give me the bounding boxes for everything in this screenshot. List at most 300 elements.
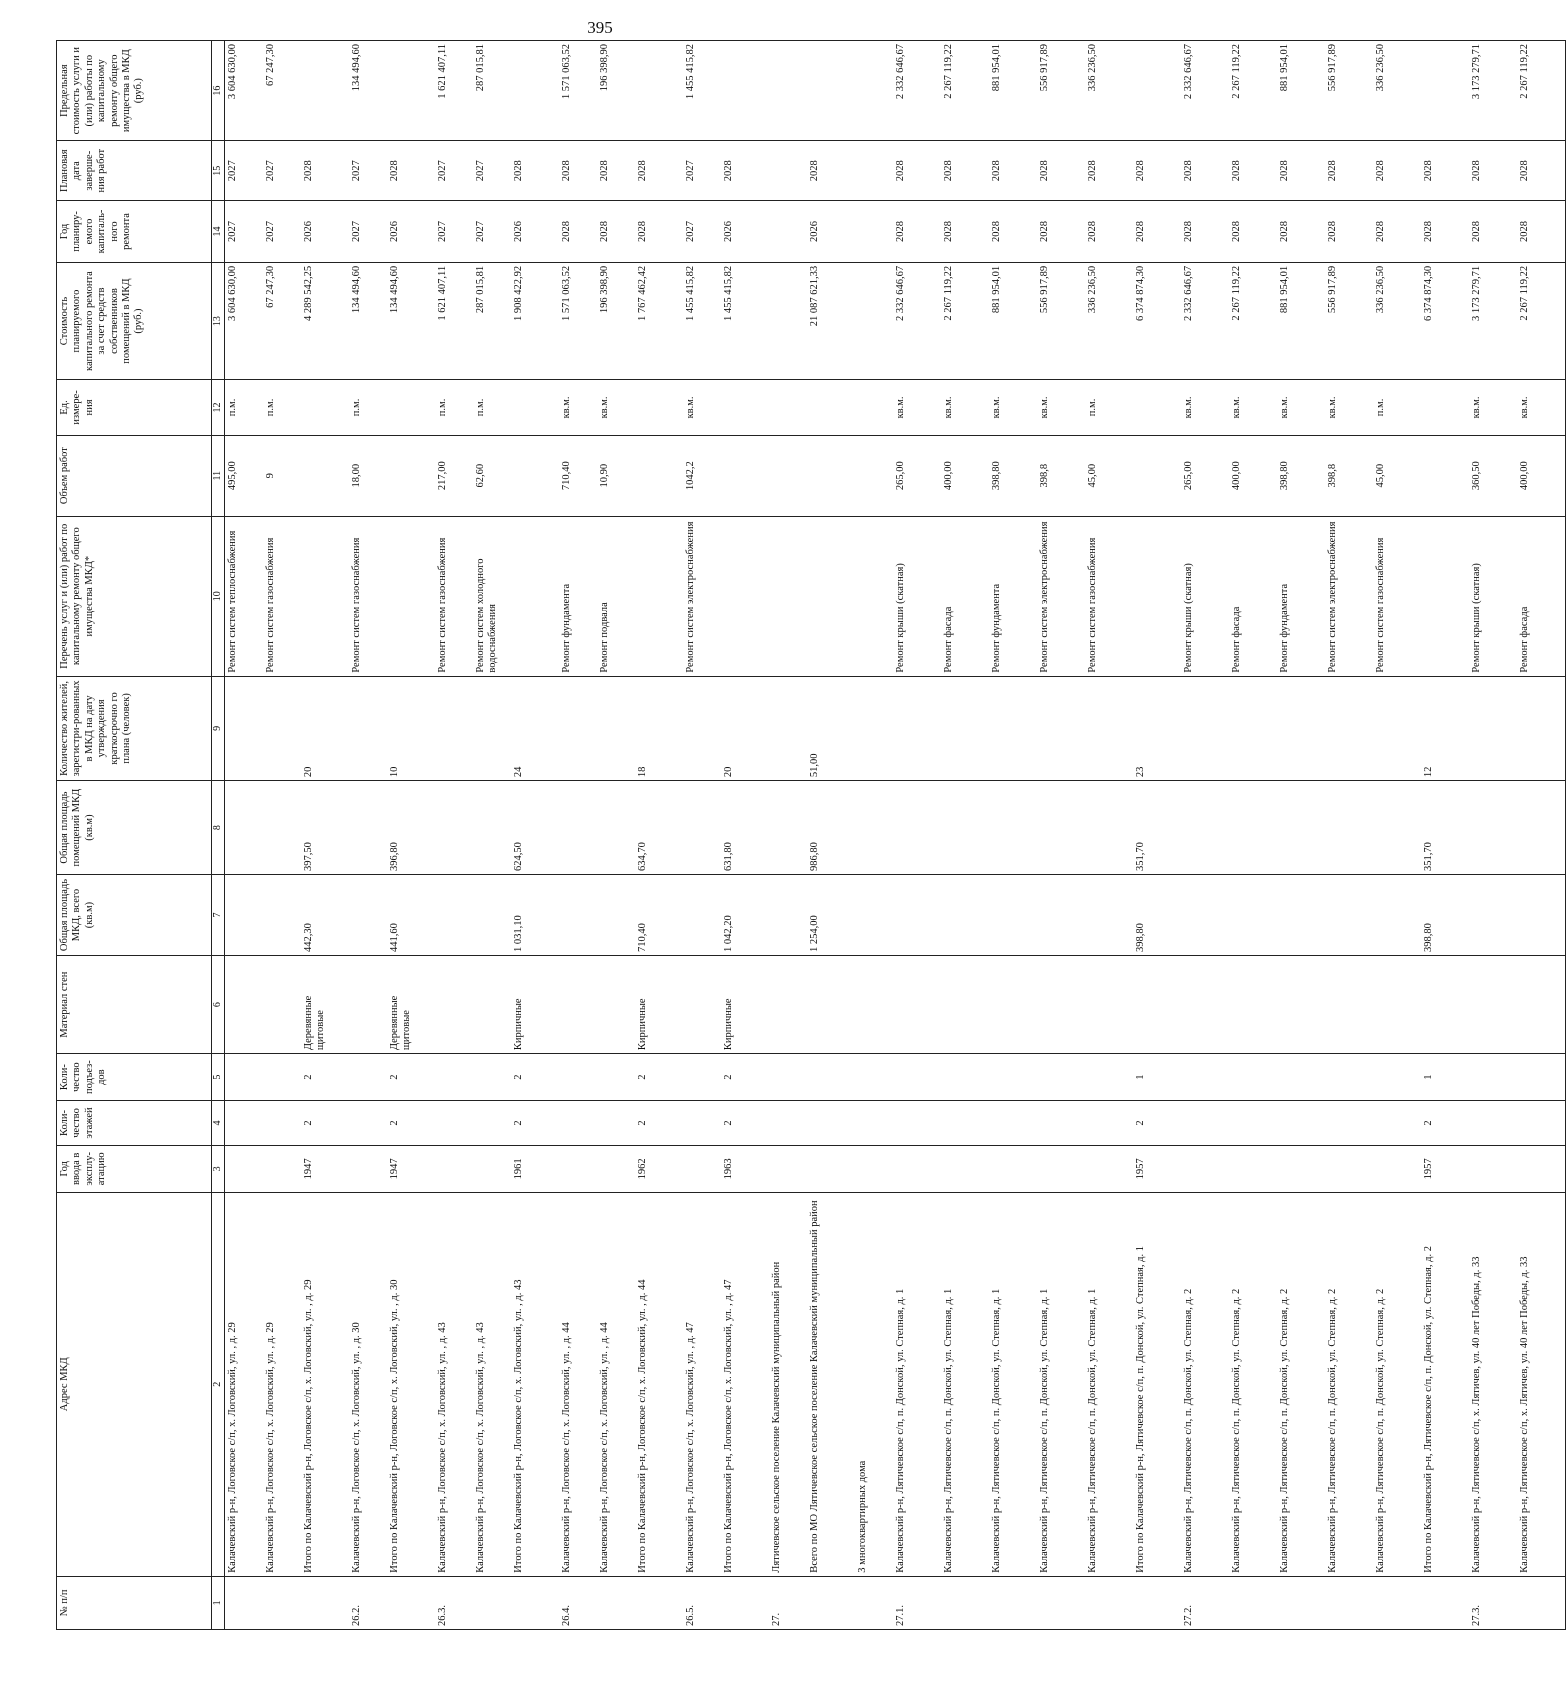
floors-cell [559,1101,597,1146]
entrances-cell [1373,1054,1421,1101]
entrances-cell [1085,1054,1133,1101]
total-area-cell [1229,875,1277,956]
work-volume-cell: 18,00 [349,435,387,516]
max-cost-cell [387,41,435,141]
work-volume-cell: 62,60 [473,435,511,516]
planned-cost-cell: 3 604 630,00 [225,262,264,379]
work-type-cell [769,516,807,676]
year-built-cell [1037,1145,1085,1192]
planned-cost-cell: 1 455 415,82 [721,262,769,379]
table-body [225,41,1566,1630]
address-cell: Калачевский р-н, Лятичевское с/п, п. Донской, ул. Степная, д. 1 [941,1192,989,1576]
residents-cell [263,676,301,781]
row-number-cell [1133,1576,1181,1629]
row-number-cell [1277,1576,1325,1629]
row-number-cell [597,1576,635,1629]
year-built-cell [559,1145,597,1192]
max-cost-cell: 881 954,01 [989,41,1037,141]
planned-cost-cell [769,262,807,379]
entrances-cell [1469,1054,1517,1101]
column-number: 8 [212,781,225,875]
total-area-cell [1517,875,1566,956]
row-number-cell: 26.5. [683,1576,721,1629]
table-row [1421,41,1469,1630]
floors-cell: 2 [387,1101,435,1146]
row-number-cell [1373,1576,1421,1629]
row-number-cell [989,1576,1037,1629]
year-built-cell [597,1145,635,1192]
table-row [1085,41,1133,1630]
planned-cost-cell: 2 267 119,22 [1517,262,1566,379]
table-row [301,41,349,1630]
premises-area-cell [893,781,941,875]
premises-area-cell [263,781,301,875]
max-cost-cell: 336 236,50 [1373,41,1421,141]
premises-area-cell [1517,781,1566,875]
planned-cost-cell: 1 767 462,42 [635,262,683,379]
year-built-cell: 1962 [635,1145,683,1192]
residents-cell: 20 [721,676,769,781]
column-number: 14 [212,201,225,263]
column-number: 11 [212,435,225,516]
repair-year-cell: 2028 [1517,201,1566,263]
work-type-cell: Ремонт фасада [1229,516,1277,676]
completion-date-cell: 2028 [1277,141,1325,201]
work-type-cell: Ремонт фундамента [559,516,597,676]
wall-material-cell [855,956,893,1054]
max-cost-cell: 2 267 119,22 [1517,41,1566,141]
address-cell: Калачевский р-н, Логовское с/п, х. Логовский, ул. , д. 44 [597,1192,635,1576]
header-cell: Год ввода в эксплу-атацию [57,1145,212,1192]
header-cell: Количество жителей, зарегистри-рованных в МКД на дату утверждения краткосрочно го плана (человек) [57,676,212,781]
unit-cell: п.м. [1085,380,1133,435]
address-cell: Итого по Калачевский р-н, Логовское с/п, х. Логовский, ул. , д. 43 [511,1192,559,1576]
entrances-cell: 2 [635,1054,683,1101]
year-built-cell [263,1145,301,1192]
address-cell: Калачевский р-н, Логовское с/п, х. Логовский, ул. , д. 30 [349,1192,387,1576]
work-type-cell: Ремонт фасада [941,516,989,676]
repair-year-cell: 2028 [1085,201,1133,263]
work-volume-cell: 10,90 [597,435,635,516]
max-cost-cell: 1 621 407,11 [435,41,473,141]
year-built-cell [989,1145,1037,1192]
row-number-cell [1421,1576,1469,1629]
max-cost-cell: 134 494,60 [349,41,387,141]
floors-cell [1085,1101,1133,1146]
total-area-cell [1277,875,1325,956]
address-cell: Калачевский р-н, Лятичевское с/п, п. Донской, ул. Степная, д. 1 [989,1192,1037,1576]
table-row [1373,41,1421,1630]
year-built-cell [1277,1145,1325,1192]
column-number: 3 [212,1145,225,1192]
table-row [559,41,597,1630]
address-cell: Калачевский р-н, Логовское с/п, х. Логовский, ул. , д. 43 [473,1192,511,1576]
table-row [1517,41,1566,1630]
row-number-cell [1517,1576,1566,1629]
row-number-cell [511,1576,559,1629]
address-cell: Калачевский р-н, Лятичевское с/п, п. Донской, ул. Степная, д. 2 [1181,1192,1229,1576]
header-cell: Коли-чество подъез-дов [57,1054,212,1101]
repair-year-cell: 2027 [435,201,473,263]
table-row [1229,41,1277,1630]
address-cell: Итого по Калачевский р-н, Логовское с/п, х. Логовский, ул. , д. 29 [301,1192,349,1576]
max-cost-cell: 3 173 279,71 [1469,41,1517,141]
row-number-cell [1037,1576,1085,1629]
repair-year-cell: 2028 [1373,201,1421,263]
year-built-cell [855,1145,893,1192]
wall-material-cell [1085,956,1133,1054]
address-cell: Калачевский р-н, Логовское с/п, х. Логовский, ул. , д. 29 [263,1192,301,1576]
floors-cell [1373,1101,1421,1146]
repair-year-cell: 2028 [559,201,597,263]
max-cost-cell: 196 398,90 [597,41,635,141]
total-area-cell [597,875,635,956]
rotated-table-container [56,40,1530,1630]
work-type-cell: Ремонт фундамента [1277,516,1325,676]
total-area-cell: 398,80 [1133,875,1181,956]
max-cost-cell: 67 247,30 [263,41,301,141]
repair-year-cell: 2026 [511,201,559,263]
unit-cell [855,380,893,435]
row-number-cell [301,1576,349,1629]
work-volume-cell [511,435,559,516]
max-cost-cell: 2 267 119,22 [941,41,989,141]
total-area-cell [855,875,893,956]
work-type-cell: Ремонт фундамента [989,516,1037,676]
repair-year-cell: 2027 [473,201,511,263]
column-number: 15 [212,141,225,201]
residents-cell: 20 [301,676,349,781]
year-built-cell [435,1145,473,1192]
total-area-cell [1037,875,1085,956]
residents-cell [769,676,807,781]
year-built-cell: 1947 [301,1145,349,1192]
row-number-cell: 26.3. [435,1576,473,1629]
planned-cost-cell: 556 917,89 [1037,262,1085,379]
completion-date-cell: 2028 [1325,141,1373,201]
year-built-cell: 1947 [387,1145,435,1192]
row-number-cell: 27.2. [1181,1576,1229,1629]
residents-cell [683,676,721,781]
premises-area-cell: 631,80 [721,781,769,875]
work-type-cell: Ремонт систем электроснабжения [1037,516,1085,676]
residents-cell: 24 [511,676,559,781]
total-area-cell [225,875,264,956]
premises-area-cell [1085,781,1133,875]
address-cell: Калачевский р-н, Лятичевское с/п, п. Донской, ул. Степная, д. 1 [1037,1192,1085,1576]
total-area-cell [349,875,387,956]
table-row [1325,41,1373,1630]
year-built-cell [941,1145,989,1192]
planned-cost-cell: 1 908 422,92 [511,262,559,379]
floors-cell: 2 [301,1101,349,1146]
wall-material-cell [349,956,387,1054]
entrances-cell [1517,1054,1566,1101]
unit-cell: п.м. [225,380,264,435]
unit-cell: кв.м. [1325,380,1373,435]
header-cell: Общая площадь помещений МКД (кв.м) [57,781,212,875]
work-type-cell [1421,516,1469,676]
entrances-cell: 2 [301,1054,349,1101]
year-built-cell: 1961 [511,1145,559,1192]
year-built-cell [1085,1145,1133,1192]
total-area-cell [683,875,721,956]
entrances-cell [807,1054,855,1101]
premises-area-cell [1373,781,1421,875]
table-row [1181,41,1229,1630]
unit-cell [301,380,349,435]
header-cell: Объем работ [57,435,212,516]
table-row [1037,41,1085,1630]
wall-material-cell [1517,956,1566,1054]
year-built-cell [893,1145,941,1192]
unit-cell: кв.м. [941,380,989,435]
repair-year-cell: 2028 [989,201,1037,263]
floors-cell [855,1101,893,1146]
completion-date-cell: 2028 [721,141,769,201]
row-number-cell [855,1576,893,1629]
residents-cell [1229,676,1277,781]
floors-cell [1229,1101,1277,1146]
table-row [893,41,941,1630]
floors-cell [263,1101,301,1146]
wall-material-cell [683,956,721,1054]
total-area-cell: 441,60 [387,875,435,956]
work-type-cell: Ремонт подвала [597,516,635,676]
premises-area-cell: 986,80 [807,781,855,875]
max-cost-cell: 2 267 119,22 [1229,41,1277,141]
max-cost-cell [1421,41,1469,141]
unit-cell: кв.м. [559,380,597,435]
entrances-cell: 1 [1133,1054,1181,1101]
floors-cell [1037,1101,1085,1146]
max-cost-cell: 2 332 646,67 [1181,41,1229,141]
address-cell: Калачевский р-н, Лятичевское с/п, п. Донской, ул. Степная, д. 1 [1085,1192,1133,1576]
completion-date-cell: 2028 [893,141,941,201]
wall-material-cell [225,956,264,1054]
table-row [635,41,683,1630]
wall-material-cell [1373,956,1421,1054]
address-cell: Лятичевское сельское поселение Калачевский муниципальный район [769,1192,807,1576]
address-cell: Калачевский р-н, Лятичевское с/п, п. Донской, ул. Степная, д. 2 [1229,1192,1277,1576]
residents-cell [1325,676,1373,781]
floors-cell [1517,1101,1566,1146]
floors-cell: 2 [1421,1101,1469,1146]
address-cell: Калачевский р-н, Логовское с/п, х. Логовский, ул. , д. 47 [683,1192,721,1576]
column-number: 6 [212,956,225,1054]
entrances-cell [435,1054,473,1101]
completion-date-cell: 2028 [1469,141,1517,201]
table-row [349,41,387,1630]
unit-cell: кв.м. [893,380,941,435]
repair-year-cell: 2027 [349,201,387,263]
year-built-cell [807,1145,855,1192]
entrances-cell [769,1054,807,1101]
floors-cell [807,1101,855,1146]
total-area-cell: 398,80 [1421,875,1469,956]
unit-cell: п.м. [1373,380,1421,435]
total-area-cell: 1 031,10 [511,875,559,956]
max-cost-cell [721,41,769,141]
max-cost-cell: 2 332 646,67 [893,41,941,141]
wall-material-cell: Кирпичные [635,956,683,1054]
table-row [597,41,635,1630]
completion-date-cell: 2028 [1421,141,1469,201]
header-row [57,41,212,1630]
year-built-cell: 1963 [721,1145,769,1192]
residents-cell [559,676,597,781]
floors-cell [769,1101,807,1146]
max-cost-cell: 556 917,89 [1325,41,1373,141]
year-built-cell [473,1145,511,1192]
planned-cost-cell: 2 267 119,22 [1229,262,1277,379]
residents-cell [349,676,387,781]
address-cell: Итого по Калачевский р-н, Лятичевское с/п, п. Донской, ул. Степная, д. 2 [1421,1192,1469,1576]
row-number-cell [807,1576,855,1629]
work-volume-cell: 1042,2 [683,435,721,516]
entrances-cell [349,1054,387,1101]
residents-cell [989,676,1037,781]
premises-area-cell [1037,781,1085,875]
completion-date-cell: 2028 [1229,141,1277,201]
work-type-cell: Ремонт систем газоснабжения [1373,516,1421,676]
unit-cell: п.м. [349,380,387,435]
entrances-cell [473,1054,511,1101]
year-built-cell [1181,1145,1229,1192]
planned-cost-cell: 1 455 415,82 [683,262,721,379]
column-number: 5 [212,1054,225,1101]
column-number: 7 [212,875,225,956]
premises-area-cell [769,781,807,875]
total-area-cell: 1 254,00 [807,875,855,956]
address-cell: Итого по Калачевский р-н, Логовское с/п, х. Логовский, ул. , д. 30 [387,1192,435,1576]
max-cost-cell [635,41,683,141]
completion-date-cell: 2028 [511,141,559,201]
work-type-cell: Ремонт систем газоснабжения [435,516,473,676]
column-number: 13 [212,262,225,379]
header-cell: Адрес МКД [57,1192,212,1576]
max-cost-cell: 556 917,89 [1037,41,1085,141]
row-number-cell: 27.3. [1469,1576,1517,1629]
total-area-cell [263,875,301,956]
work-type-cell: Ремонт крыши (скатная) [1181,516,1229,676]
total-area-cell [473,875,511,956]
total-area-cell [1325,875,1373,956]
repair-year-cell: 2026 [387,201,435,263]
unit-cell: кв.м. [683,380,721,435]
max-cost-cell [301,41,349,141]
total-area-cell: 1 042,20 [721,875,769,956]
completion-date-cell [769,141,807,201]
unit-cell [721,380,769,435]
header-cell: Год планиру-емого капиталь-ного ремонта [57,201,212,263]
residents-cell: 12 [1421,676,1469,781]
work-volume-cell [807,435,855,516]
year-built-cell [349,1145,387,1192]
wall-material-cell [1277,956,1325,1054]
work-volume-cell: 45,00 [1373,435,1421,516]
address-cell: Калачевский р-н, Логовское с/п, х. Логовский, ул. , д. 43 [435,1192,473,1576]
premises-area-cell [1469,781,1517,875]
total-area-cell: 442,30 [301,875,349,956]
year-built-cell [769,1145,807,1192]
premises-area-cell: 634,70 [635,781,683,875]
premises-area-cell [855,781,893,875]
unit-cell [387,380,435,435]
column-number: 1 [212,1576,225,1629]
repair-year-cell: 2028 [893,201,941,263]
wall-material-cell [1181,956,1229,1054]
completion-date-cell: 2028 [635,141,683,201]
address-cell: Всего по МО Лятичевское сельское поселение Калачевский муниципальный район [807,1192,855,1576]
work-type-cell [387,516,435,676]
entrances-cell: 1 [1421,1054,1469,1101]
repair-year-cell: 2027 [683,201,721,263]
premises-area-cell [225,781,264,875]
address-cell: Итого по Калачевский р-н, Логовское с/п, х. Логовский, ул. , д. 47 [721,1192,769,1576]
completion-date-cell [855,141,893,201]
max-cost-cell [769,41,807,141]
premises-area-cell: 351,70 [1421,781,1469,875]
entrances-cell [683,1054,721,1101]
wall-material-cell [1229,956,1277,1054]
year-built-cell [683,1145,721,1192]
work-volume-cell: 400,00 [941,435,989,516]
completion-date-cell: 2027 [263,141,301,201]
year-built-cell [1325,1145,1373,1192]
address-cell: Калачевский р-н, Лятичевское с/п, п. Донской, ул. Степная, д. 1 [893,1192,941,1576]
header-cell: Коли-чество этажей [57,1101,212,1146]
year-built-cell [1469,1145,1517,1192]
residents-cell [855,676,893,781]
premises-area-cell [597,781,635,875]
unit-cell: кв.м. [1277,380,1325,435]
floors-cell [1469,1101,1517,1146]
column-number: 12 [212,380,225,435]
row-number-cell [387,1576,435,1629]
address-cell: 3 многоквартирных дома [855,1192,893,1576]
repair-year-cell: 2028 [941,201,989,263]
work-type-cell [635,516,683,676]
total-area-cell [435,875,473,956]
entrances-cell [893,1054,941,1101]
work-volume-cell: 495,00 [225,435,264,516]
repair-year-cell: 2028 [597,201,635,263]
planned-cost-cell: 881 954,01 [989,262,1037,379]
capital-repair-table [56,40,1566,1630]
header-cell: № п/п [57,1576,212,1629]
repair-year-cell: 2026 [721,201,769,263]
planned-cost-cell: 556 917,89 [1325,262,1373,379]
table-row [989,41,1037,1630]
year-built-cell: 1957 [1133,1145,1181,1192]
max-cost-cell: 3 604 630,00 [225,41,264,141]
work-type-cell: Ремонт фасада [1517,516,1566,676]
planned-cost-cell: 3 173 279,71 [1469,262,1517,379]
work-volume-cell: 398,8 [1325,435,1373,516]
repair-year-cell: 2028 [1133,201,1181,263]
table-row [941,41,989,1630]
work-type-cell: Ремонт систем теплоснабжения [225,516,264,676]
address-cell: Калачевский р-н, Логовское с/п, х. Логовский, ул. , д. 29 [225,1192,264,1576]
row-number-cell [721,1576,769,1629]
planned-cost-cell: 4 289 542,25 [301,262,349,379]
residents-cell [893,676,941,781]
residents-cell [1085,676,1133,781]
table-row [473,41,511,1630]
wall-material-cell [559,956,597,1054]
premises-area-cell: 397,50 [301,781,349,875]
